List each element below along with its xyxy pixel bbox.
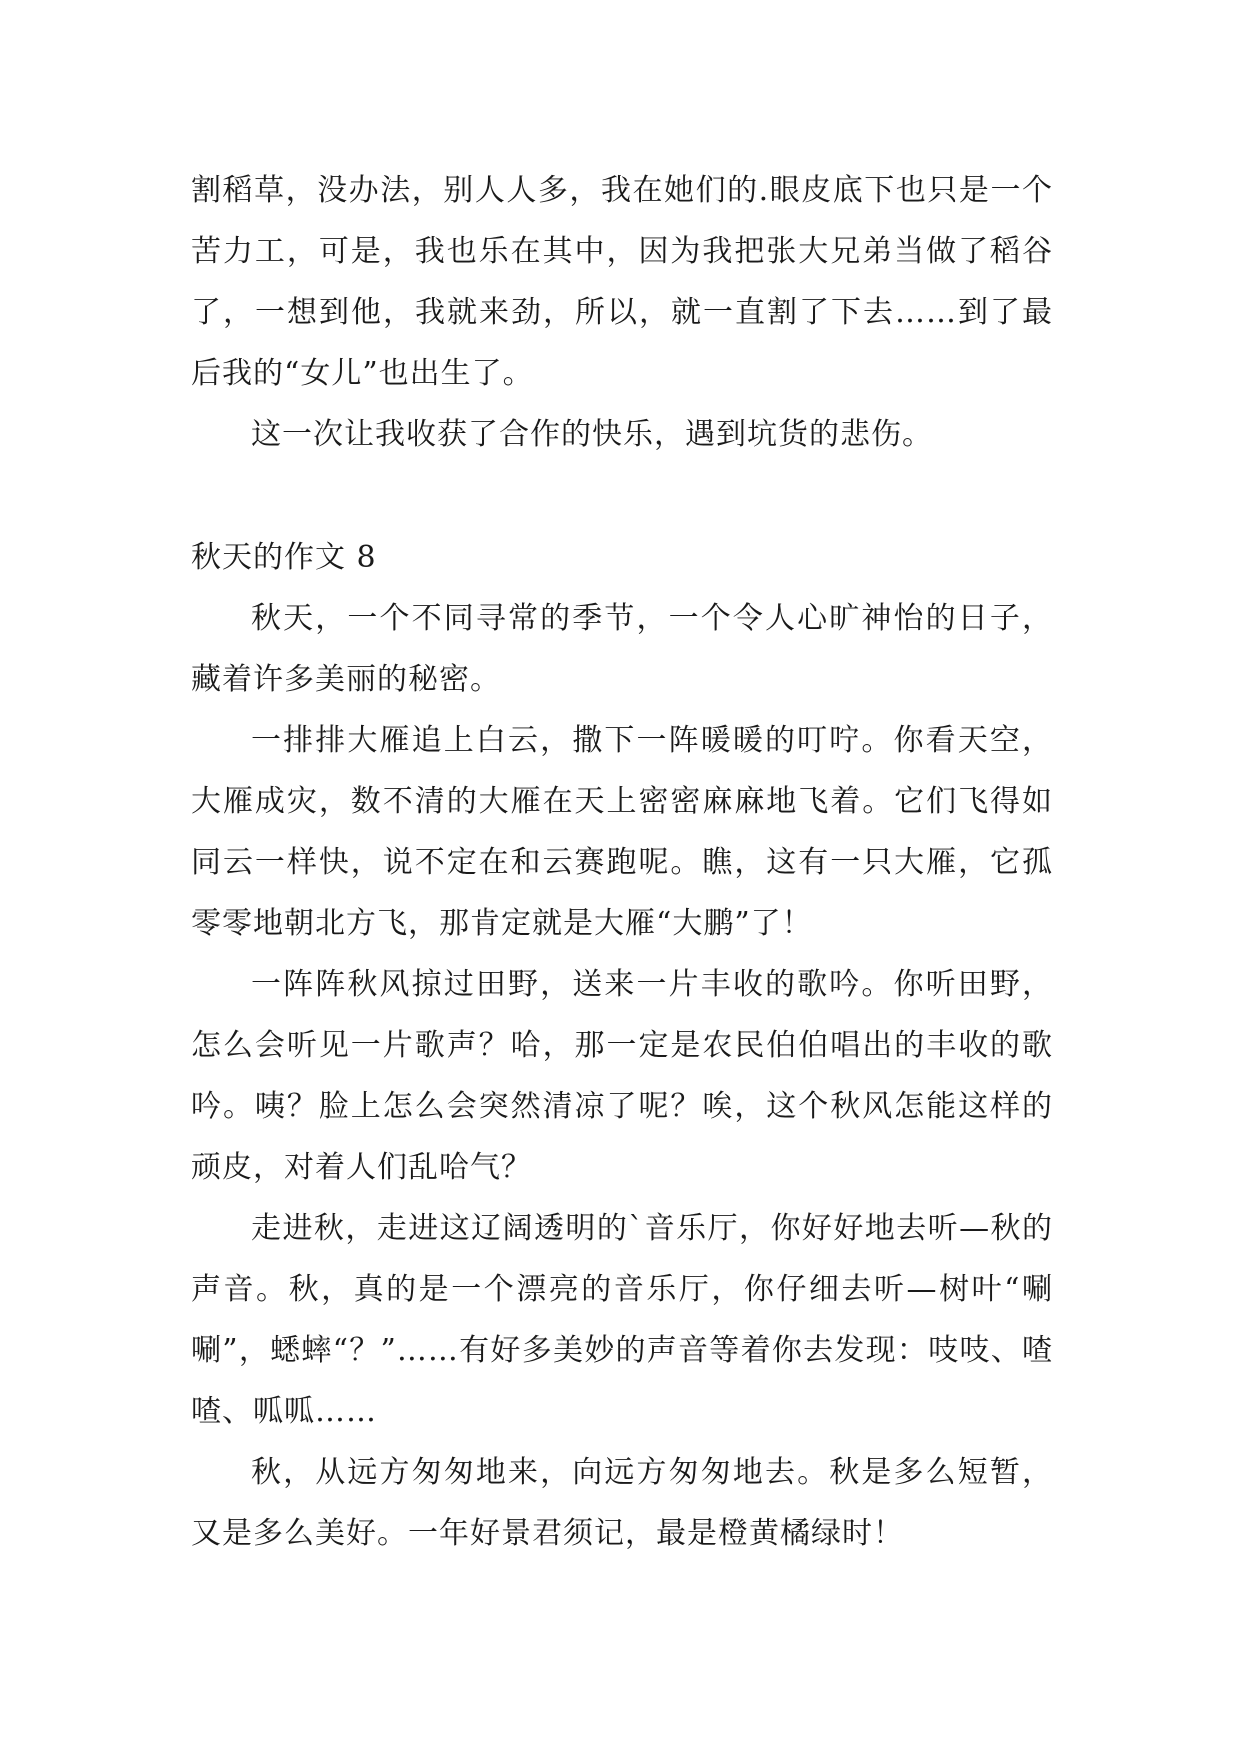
essay-paragraph: 一排排大雁追上白云，撒下一阵暖暖的叮咛。你看天空，大雁成灾，数不清的大雁在天上密密麻麻地飞着。它们飞得如同云一样快，说不定在和云赛跑呢。瞧，这有一只大雁，它孤零零地朝北方飞，那肯定就是大雁“大鹏”了！ — [191, 723, 1053, 941]
intro-paragraph: 这一次让我收获了合作的快乐，遇到坑货的悲伤。 — [251, 417, 933, 452]
essay-paragraph: 走进秋，走进这辽阔透明的`音乐厅，你好好地去听—秋的声音。秋，真的是一个漂亮的音乐厅，你仔细去听—树叶“唰唰”，蟋蟀“？”……有好多美妙的声音等着你去发现：吱吱、喳喳、呱呱…… — [191, 1211, 1053, 1429]
document-body — [191, 160, 1053, 1564]
essay-paragraph: 秋，从远方匆匆地来，向远方匆匆地去。秋是多么短暂，又是多么美好。一年好景君须记，最是橙黄橘绿时！ — [191, 1455, 1053, 1551]
essay-paragraph: 一阵阵秋风掠过田野，送来一片丰收的歌吟。你听田野，怎么会听见一片歌声？哈，那一定是农民伯伯唱出的丰收的歌吟。咦？脸上怎么会突然清凉了呢？唉，这个秋风怎能这样的顽皮，对着人们乱哈气？ — [191, 967, 1053, 1185]
essay-title: 秋天的作文 8 — [191, 540, 377, 575]
essay-paragraph: 秋天，一个不同寻常的季节，一个令人心旷神怡的日子，藏着许多美丽的秘密。 — [191, 601, 1053, 697]
intro-paragraph: 割稻草，没办法，别人人多，我在她们的.眼皮底下也只是一个苦力工，可是，我也乐在其中，因为我把张大兄弟当做了稻谷了，一想到他，我就来劲，所以，就一直割了下去……到了最后我的“女儿”也出生了。 — [191, 173, 1053, 391]
